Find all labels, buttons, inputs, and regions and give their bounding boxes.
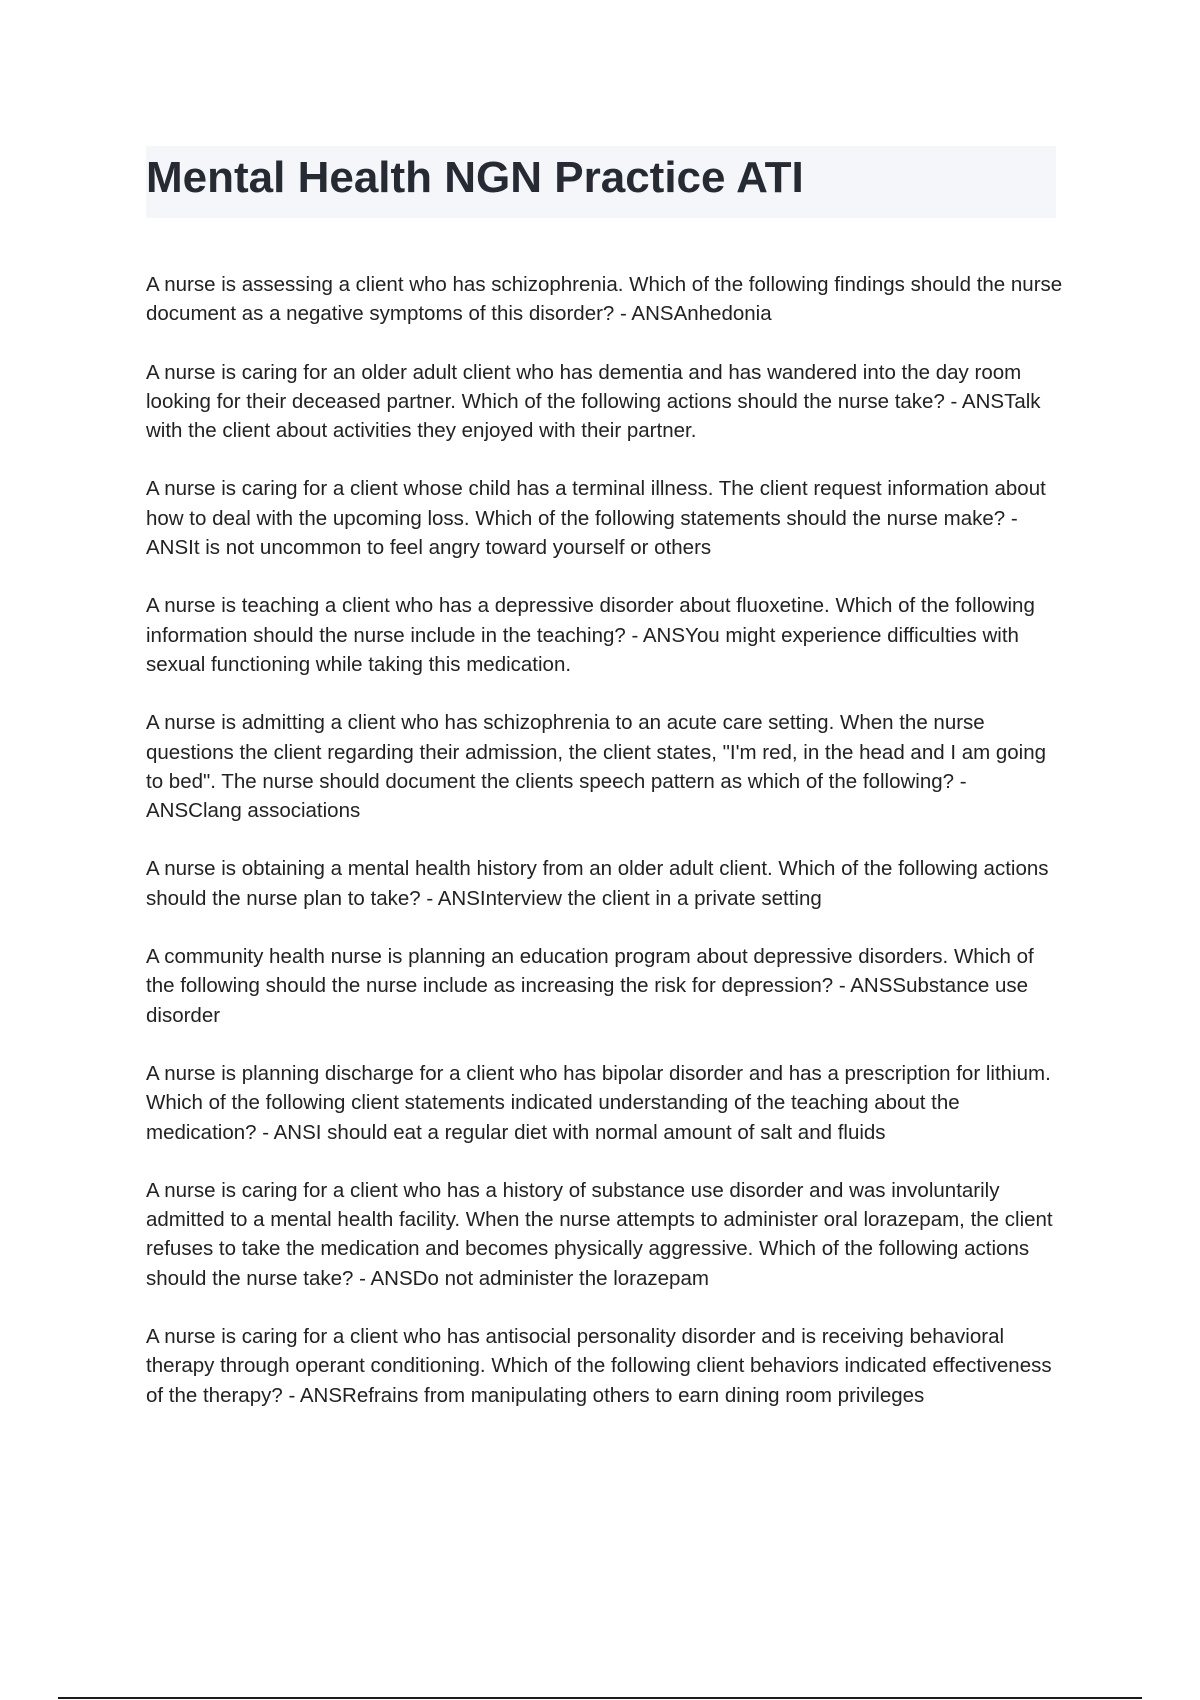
answer-text: I should eat a regular diet with normal amount of salt and fluids (315, 1120, 886, 1144)
question-text: A nurse is caring for a client who has antisocial personality disorder and is receiving behavioral therapy through operant conditioning. Which of the following client behaviors indicated effectiveness of the therapy? - ANS (146, 1325, 1052, 1407)
qa-item-9 (146, 1176, 1066, 1293)
answer-text: It is not uncommon to feel angry toward yourself or others (188, 536, 712, 560)
qa-item-7 (146, 942, 1066, 1030)
document-title: Mental Health NGN Practice ATI (146, 153, 804, 202)
qa-item-1 (146, 270, 1066, 329)
footer-divider (58, 1697, 1142, 1699)
answer-text: Talk with the client about activities they enjoyed with their partner. (146, 389, 1041, 443)
question-text: A nurse is obtaining a mental health history from an older adult client. Which of the following actions should the nurse plan to take? - ANS (146, 857, 1049, 910)
qa-item-8 (146, 1059, 1066, 1147)
title-banner (146, 146, 1056, 218)
answer-text: Interview the client in a private setting (479, 886, 822, 910)
question-text: A nurse is teaching a client who has a depressive disorder about fluoxetine. Which of the following information should the nurse include in the teaching? - ANS (146, 594, 1035, 647)
answer-text: You might experience difficulties with sexual functioning while taking this medication. (146, 623, 1019, 676)
qa-item-3 (146, 474, 1066, 562)
qa-item-4 (146, 591, 1066, 679)
qa-item-6 (146, 854, 1066, 913)
question-text: A community health nurse is planning an education program about depressive disorders. Which of the following should the nurse include as increasing the risk for depression? - ANS (146, 945, 1034, 998)
question-text: A nurse is caring for a client who has a history of substance use disorder and was involuntarily admitted to a mental health facility. When the nurse attempts to administer oral lorazepam, the client refuses to take the medication and becomes physically aggressive. Which of the following actions should the nurse take? - ANS (146, 1178, 1053, 1290)
answer-text: Clang associations (188, 799, 361, 823)
qa-list (146, 270, 1066, 1439)
answer-text: Do not administer the lorazepam (412, 1266, 709, 1290)
qa-item-5 (146, 708, 1066, 825)
question-text: A nurse is assessing a client who has schizophrenia. Which of the following findings should the nurse document as a negative symptoms of this disorder? - ANS (146, 273, 1063, 326)
answer-text: Substance use disorder (146, 974, 1029, 1027)
qa-item-2 (146, 358, 1066, 446)
question-text: A nurse is caring for a client whose child has a terminal illness. The client request information about how to deal with the upcoming loss. Which of the following statements should the nurse make? - ANS (146, 477, 1046, 560)
question-text: A nurse is admitting a client who has schizophrenia to an acute care setting. When the nurse questions the client regarding their admission, the client states, "I'm red, in the head and I am going to bed". The nurse should document the clients speech pattern as which of the following? - ANS (146, 711, 1047, 823)
answer-text: Refrains from manipulating others to earn dining room privileges (342, 1383, 925, 1407)
answer-text: Anhedonia (673, 302, 772, 326)
question-text: A nurse is caring for an older adult client who has dementia and has wandered into the day room looking for their deceased partner. Which of the following actions should the nurse take? - ANS (146, 360, 1022, 413)
question-text: A nurse is planning discharge for a client who has bipolar disorder and has a prescription for lithium. Which of the following client statements indicated understanding of the teaching about the medication? - ANS (146, 1061, 1051, 1144)
qa-item-10 (146, 1322, 1066, 1410)
